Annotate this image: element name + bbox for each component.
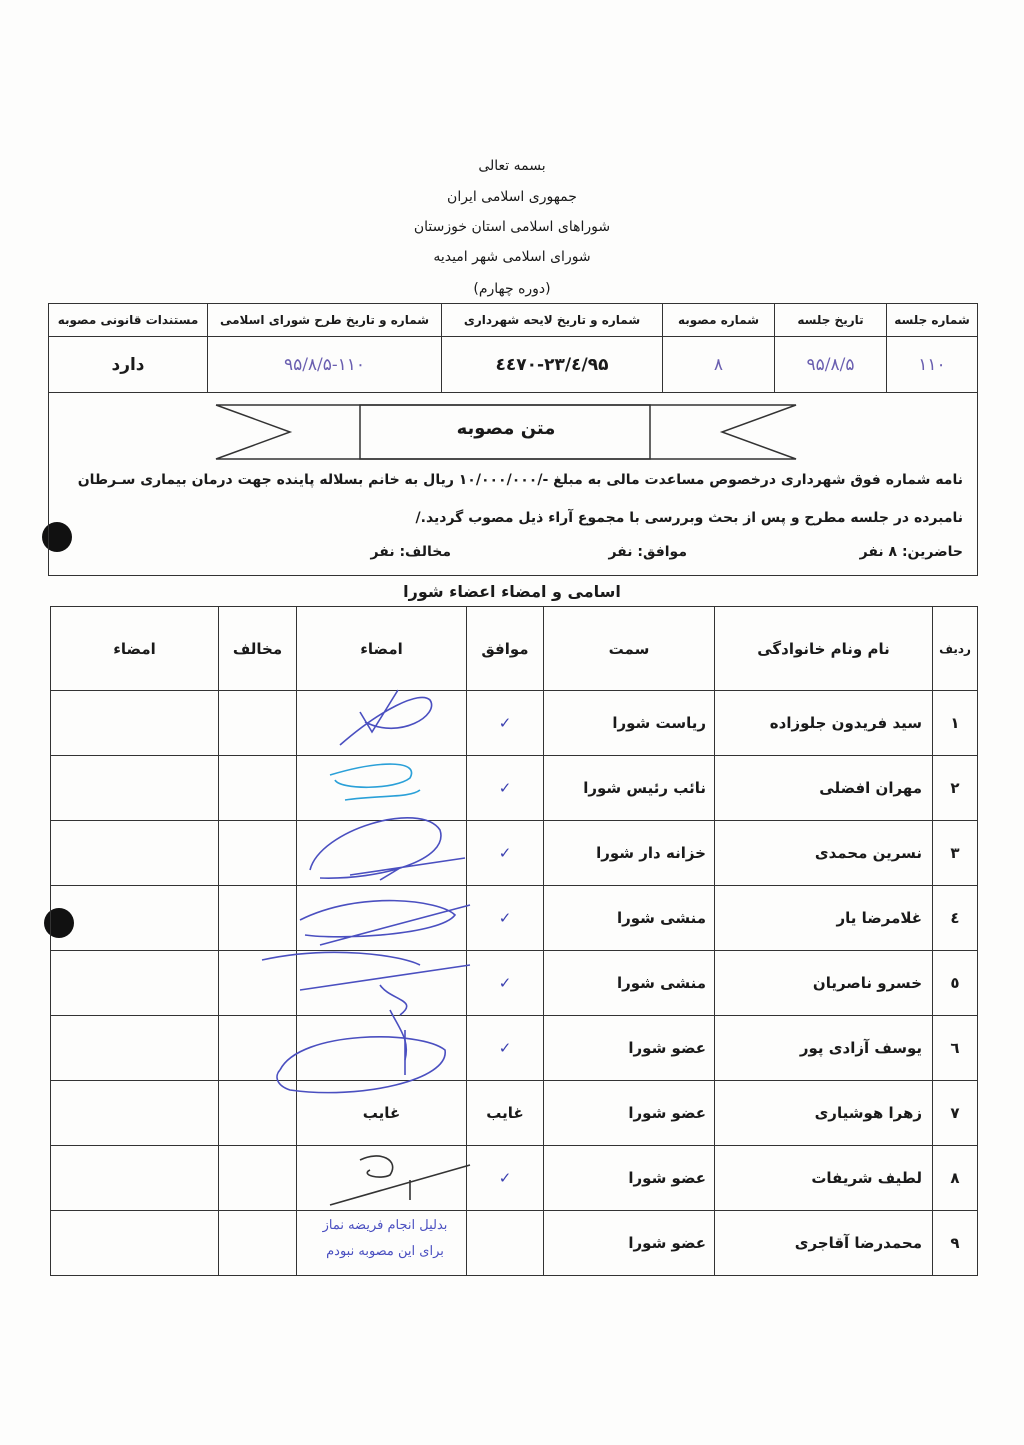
absence-note-line-2: برای این مصوبه نبودم — [326, 1244, 444, 1259]
council-plan: ۹۵/۸/۵-۱۱۰ — [208, 337, 442, 393]
row-number: ۸ — [933, 1146, 978, 1211]
agree-signature — [297, 951, 467, 1016]
agree-mark: ✓ — [467, 951, 544, 1016]
oppose-signature — [51, 1016, 219, 1081]
agree-signature — [297, 821, 467, 886]
row-number: ٤ — [933, 886, 978, 951]
col-municipal-bill: شماره و تاریخ لایحه شهرداری — [442, 304, 663, 337]
col-resolution-no: شماره مصوبه — [663, 304, 775, 337]
member-role: عضو شورا — [544, 1211, 715, 1276]
oppose-signature — [51, 1211, 219, 1276]
oppose-signature — [51, 821, 219, 886]
oppose-mark — [219, 1081, 297, 1146]
oppose-mark — [219, 886, 297, 951]
member-name: نسرین محمدی — [715, 821, 933, 886]
members-table — [50, 606, 978, 1276]
table-row — [51, 691, 978, 756]
header-country: جمهوری اسلامی ایران — [447, 189, 577, 205]
oppose-signature — [51, 1081, 219, 1146]
col-legal-docs: مستندات قانونی مصوبه — [49, 304, 208, 337]
header-city-council: شورای اسلامی شهر امیدیه — [433, 249, 591, 265]
member-name: یوسف آزادی پور — [715, 1016, 933, 1081]
col-role: سمت — [544, 607, 715, 691]
member-name: محمدرضا آقاجری — [715, 1211, 933, 1276]
member-name: غلامرضا یار — [715, 886, 933, 951]
member-role: منشی شورا — [544, 951, 715, 1016]
col-session-no: شماره جلسه — [887, 304, 978, 337]
agree-mark: ✓ — [467, 886, 544, 951]
col-oppose: مخالف — [219, 607, 297, 691]
table-row — [51, 951, 978, 1016]
resolution-box — [48, 392, 978, 576]
col-agree-sign: امضاء — [297, 607, 467, 691]
resolution-text-2: نامبرده در جلسه مطرح و پس از بحث وبررسی با مجموع آراء ذیل مصوب گردید./ — [415, 510, 963, 526]
agree-mark: ✓ — [467, 821, 544, 886]
info-table — [48, 303, 978, 393]
col-oppose-sign: امضاء — [51, 607, 219, 691]
member-role: عضو شورا — [544, 1146, 715, 1211]
member-role: نائب رئیس شورا — [544, 756, 715, 821]
col-council-plan: شماره و تاریخ طرح شورای اسلامی — [208, 304, 442, 337]
municipal-bill: ۹۵/٤/۲۳-٤٤۷۰ — [442, 337, 663, 393]
resolution-no: ۸ — [663, 337, 775, 393]
agree-mark: غایب — [467, 1081, 544, 1146]
col-agree: موافق — [467, 607, 544, 691]
row-number: ۷ — [933, 1081, 978, 1146]
table-row — [51, 886, 978, 951]
table-row — [51, 756, 978, 821]
agree-signature — [297, 691, 467, 756]
session-date: ۹۵/۸/۵ — [775, 337, 887, 393]
oppose-mark — [219, 691, 297, 756]
header-term: (دوره چهارم) — [473, 281, 551, 297]
oppose-mark — [219, 1146, 297, 1211]
oppose-signature — [51, 1146, 219, 1211]
col-session-date: تاریخ جلسه — [775, 304, 887, 337]
col-name: نام ونام خانوادگی — [715, 607, 933, 691]
row-number: ٦ — [933, 1016, 978, 1081]
row-number: ٥ — [933, 951, 978, 1016]
agree-mark: ✓ — [467, 1016, 544, 1081]
oppose-mark — [219, 951, 297, 1016]
members-title: اسامی و امضاء اعضاء شورا — [403, 582, 621, 601]
member-name: زهرا هوشیاری — [715, 1081, 933, 1146]
member-name: مهران افضلی — [715, 756, 933, 821]
oppose-mark — [219, 1211, 297, 1276]
oppose-count: مخالف: نفر — [370, 544, 451, 560]
member-name: خسرو ناصریان — [715, 951, 933, 1016]
agree-mark: ✓ — [467, 1146, 544, 1211]
table-row — [51, 1146, 978, 1211]
absence-note-line-1: بدلیل انجام فریضه نماز — [322, 1218, 448, 1233]
resolution-text-1: نامه شماره فوق شهرداری درخصوص مساعدت مالی به مبلغ -/۱۰/۰۰۰/۰۰۰ ریال به خانم بسلاله پاینده جهت درمان بیماری سـرطان — [77, 472, 963, 488]
member-role: عضو شورا — [544, 1081, 715, 1146]
oppose-signature — [51, 756, 219, 821]
header-province-council: شوراهای اسلامی استان خوزستان — [413, 219, 611, 235]
member-role: منشی شورا — [544, 886, 715, 951]
table-row — [51, 1211, 978, 1276]
oppose-mark — [219, 756, 297, 821]
header-basmala: بسمه تعالی — [478, 158, 546, 174]
agree-signature — [297, 756, 467, 821]
present-count: حاضرین: ۸ نفر — [859, 544, 963, 560]
member-role: عضو شورا — [544, 1016, 715, 1081]
resolution-banner: متن مصوبه — [456, 418, 556, 439]
session-no: ۱۱۰ — [887, 337, 978, 393]
oppose-signature — [51, 951, 219, 1016]
table-row — [51, 1016, 978, 1081]
row-number: ۱ — [933, 691, 978, 756]
member-name: سید فریدون جلوزاده — [715, 691, 933, 756]
col-row: ردیف — [933, 607, 978, 691]
oppose-signature — [51, 691, 219, 756]
legal-docs: دارد — [49, 337, 208, 393]
agree-mark: ✓ — [467, 756, 544, 821]
agree-count: موافق: نفر — [608, 544, 687, 560]
absence-note — [300, 1213, 470, 1265]
member-role: ریاست شورا — [544, 691, 715, 756]
agree-mark — [467, 1211, 544, 1276]
agree-signature — [297, 886, 467, 951]
table-row — [51, 821, 978, 886]
agree-signature — [297, 1146, 467, 1211]
row-number: ۲ — [933, 756, 978, 821]
oppose-mark — [219, 821, 297, 886]
table-row — [51, 1081, 978, 1146]
oppose-signature — [51, 886, 219, 951]
agree-mark: ✓ — [467, 691, 544, 756]
row-number: ۹ — [933, 1211, 978, 1276]
member-name: لطیف شریفات — [715, 1146, 933, 1211]
member-role: خزانه دار شورا — [544, 821, 715, 886]
oppose-mark — [219, 1016, 297, 1081]
row-number: ۳ — [933, 821, 978, 886]
agree-signature: غایب — [297, 1081, 467, 1146]
agree-signature — [297, 1016, 467, 1081]
